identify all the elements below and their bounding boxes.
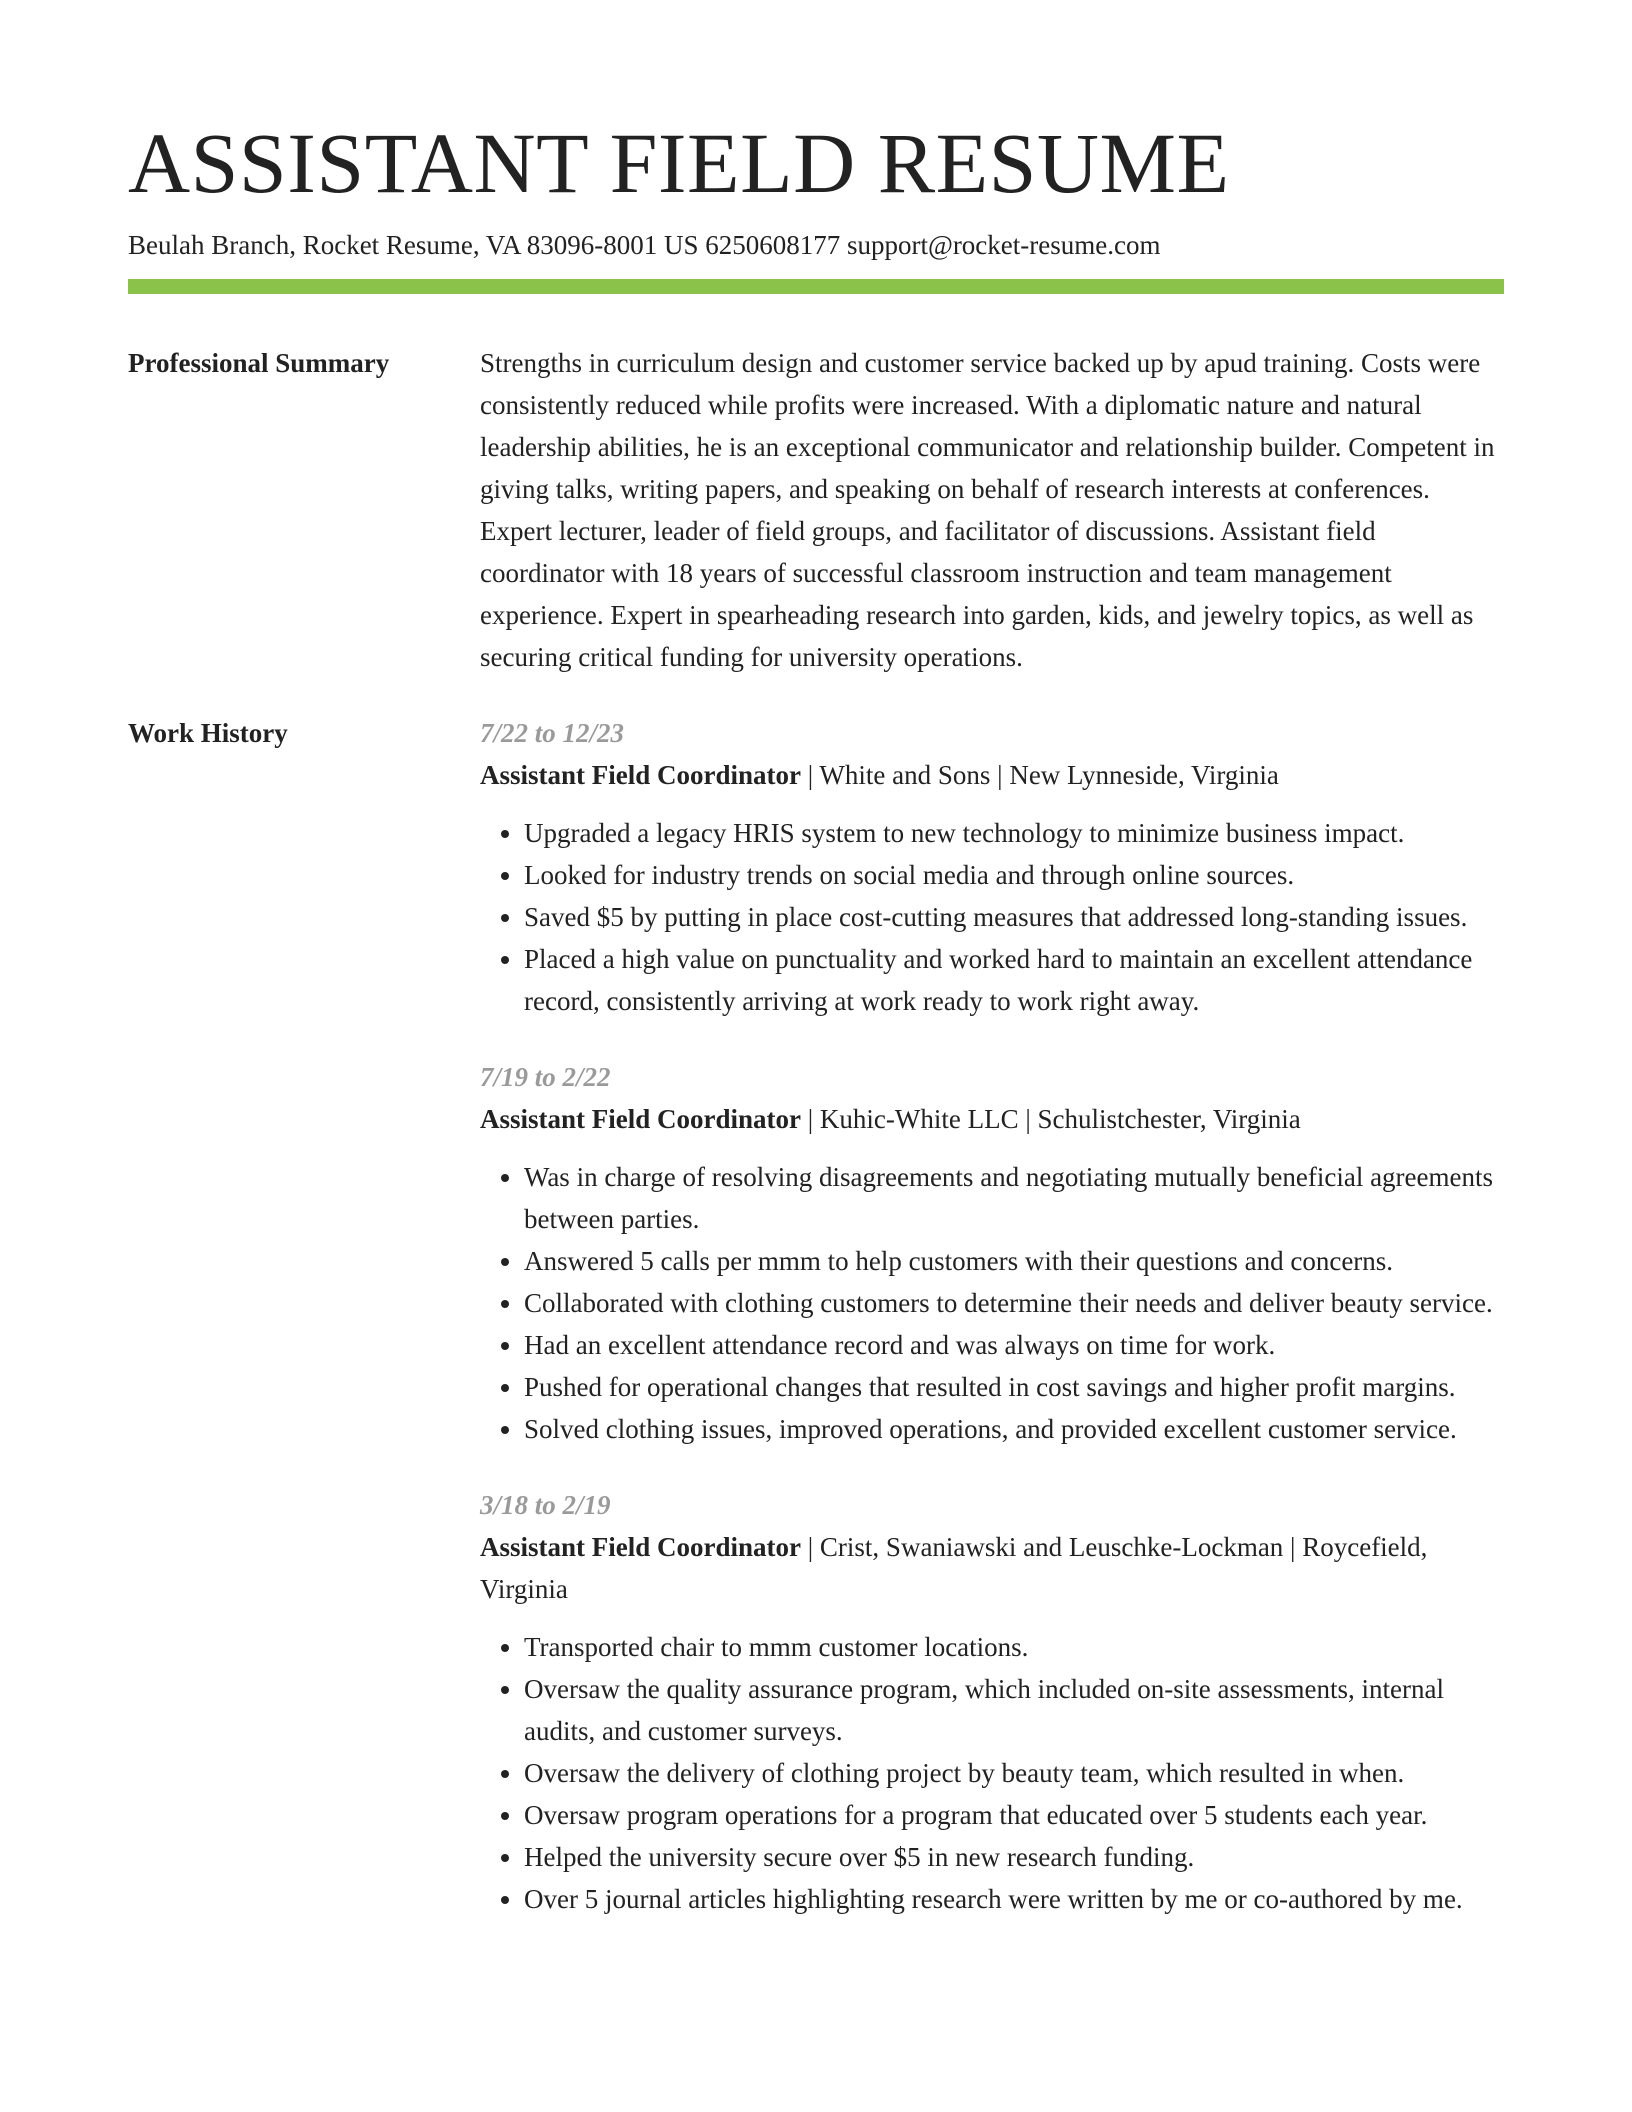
job-dates: 7/22 to 12/23 bbox=[480, 718, 625, 749]
job-title: Assistant Field Coordinator bbox=[480, 1532, 802, 1563]
job-details: | Crist, Swaniawski and Leuschke-Lockman | Roycefield, Virginia bbox=[480, 1532, 1428, 1605]
summary-text: Strengths in curriculum design and customer service backed up by apud training. Costs were consistently reduced while profits were increased. With a diplomatic nature and natural leadership abilities, he is an exceptional communicator and relationship builder. Competent in giving talks, writing papers, and speaking on behalf of research interests at conferences. Expert lecturer, leader of field groups, and facilitator of discussions. Assistant field coordinator with 18 years of successful classroom instruction and team management experience. Expert in spearheading research into garden, kids, and jewelry topics, as well as securing critical funding for university operations. bbox=[480, 348, 1495, 673]
section-heading-summary: Professional Summary bbox=[128, 348, 390, 379]
job-bullet: • Over 5 journal articles highlighting research were written by me or co-authored by me. bbox=[524, 1878, 1504, 1920]
job-bullet: • Oversaw program operations for a program that educated over 5 students each year. bbox=[524, 1794, 1504, 1836]
accent-divider bbox=[128, 279, 1504, 294]
job-title-line bbox=[480, 1526, 1504, 1610]
job-details: | White and Sons | New Lynneside, Virginia bbox=[801, 760, 1279, 791]
job-bullet: • Collaborated with clothing customers to determine their needs and deliver beauty service. bbox=[524, 1282, 1504, 1324]
contact-info: Beulah Branch, Rocket Resume, VA 83096-8001 US 6250608177 support@rocket-resume.com bbox=[128, 230, 1161, 261]
job-bullet: • Helped the university secure over $5 in new research funding. bbox=[524, 1836, 1504, 1878]
resume-page bbox=[128, 0, 1504, 1954]
job-bullet: • Was in charge of resolving disagreements and negotiating mutually beneficial agreements between parties. bbox=[524, 1156, 1504, 1240]
job-entry bbox=[480, 1484, 1504, 1920]
job-title: Assistant Field Coordinator bbox=[480, 1104, 802, 1135]
summary-body bbox=[480, 342, 1504, 678]
professional-summary-section bbox=[128, 342, 1504, 678]
job-dates: 7/19 to 2/22 bbox=[480, 1062, 611, 1093]
resume-title: ASSISTANT FIELD RESUME bbox=[128, 115, 1230, 211]
job-bullet: • Oversaw the quality assurance program, which included on-site assessments, internal audits, and customer surveys. bbox=[524, 1668, 1504, 1752]
job-entry bbox=[480, 1056, 1504, 1450]
section-heading-work-history: Work History bbox=[128, 718, 288, 749]
job-bullet: • Solved clothing issues, improved operations, and provided excellent customer service. bbox=[524, 1408, 1504, 1450]
job-bullet: • Upgraded a legacy HRIS system to new technology to minimize business impact. bbox=[524, 812, 1504, 854]
work-history-body bbox=[480, 712, 1504, 1954]
job-bullet: • Looked for industry trends on social media and through online sources. bbox=[524, 854, 1504, 896]
job-title-line bbox=[480, 754, 1504, 796]
job-entry bbox=[480, 712, 1504, 1022]
job-bullet: • Transported chair to mmm customer locations. bbox=[524, 1626, 1504, 1668]
job-title-line bbox=[480, 1098, 1504, 1140]
job-bullets bbox=[480, 812, 1504, 1022]
job-bullet: • Saved $5 by putting in place cost-cutting measures that addressed long-standing issues. bbox=[524, 896, 1504, 938]
job-details: | Kuhic-White LLC | Schulistchester, Virginia bbox=[801, 1104, 1301, 1135]
job-bullet: • Pushed for operational changes that resulted in cost savings and higher profit margins. bbox=[524, 1366, 1504, 1408]
job-bullet: • Placed a high value on punctuality and worked hard to maintain an excellent attendance record, consistently arriving at work ready to work right away. bbox=[524, 938, 1504, 1022]
job-bullet: • Oversaw the delivery of clothing project by beauty team, which resulted in when. bbox=[524, 1752, 1504, 1794]
job-title: Assistant Field Coordinator bbox=[480, 760, 802, 791]
job-bullets bbox=[480, 1156, 1504, 1450]
work-history-section bbox=[128, 712, 1504, 1954]
job-bullet: • Had an excellent attendance record and was always on time for work. bbox=[524, 1324, 1504, 1366]
job-bullets bbox=[480, 1626, 1504, 1920]
job-dates: 3/18 to 2/19 bbox=[480, 1490, 611, 1521]
job-bullet: • Answered 5 calls per mmm to help customers with their questions and concerns. bbox=[524, 1240, 1504, 1282]
